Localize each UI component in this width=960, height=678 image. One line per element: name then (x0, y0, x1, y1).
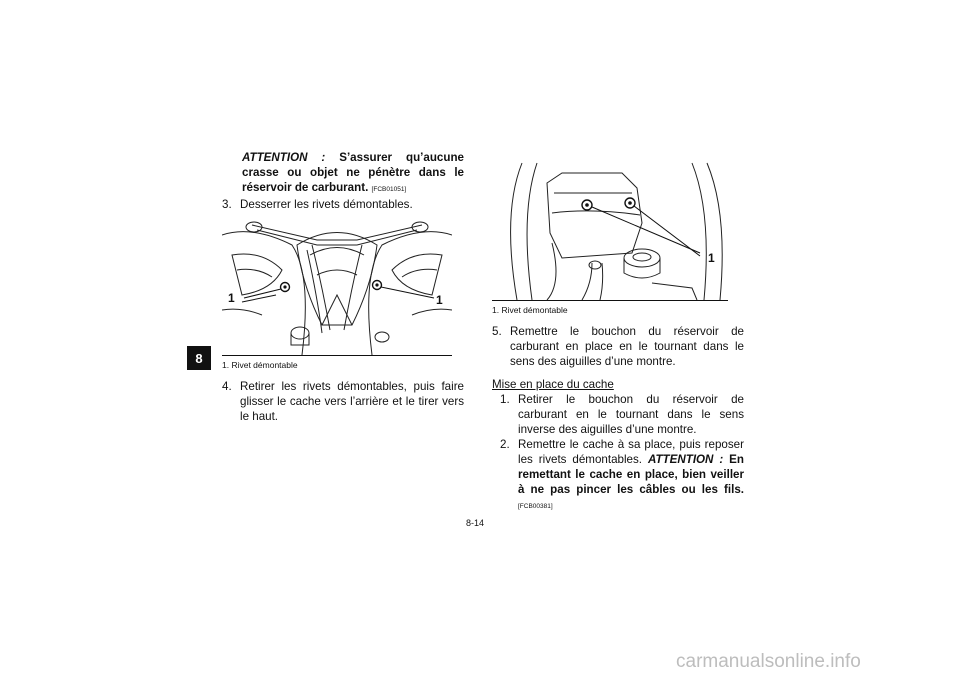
attention-label: ATTENTION : (242, 151, 326, 164)
cover-step-1-number: 1. (500, 393, 510, 406)
step-3 (222, 197, 464, 212)
figure-1-illustration (222, 215, 452, 355)
figure-2 (492, 153, 728, 301)
section-heading: Mise en place du cache (492, 378, 614, 391)
left-column (222, 150, 464, 424)
attention-code: [FCB01051] (371, 186, 407, 193)
step-4 (222, 379, 464, 424)
cover-step-2-content (518, 437, 744, 514)
step-3-text: Desserrer les rivets démontables. (240, 198, 413, 211)
cover-step-2-attention-label: ATTENTION : (647, 453, 724, 466)
cover-step-2-text: Remettre le cache à sa place, puis reposer les rivets démontables. (518, 438, 744, 466)
step-5-text: Remettre le bouchon du réservoir de carburant en place en le tournant dans le sens des aiguilles d’une montre. (510, 325, 744, 368)
figure-1-callout-left: 1 (228, 291, 235, 305)
cover-step-2-number: 2. (500, 438, 510, 451)
step-4-text: Retirer les rivets démontables, puis faire glisser le cache vers l’arrière et le tirer vers le haut. (240, 380, 464, 423)
figure-1-caption: 1. Rivet démontable (222, 360, 298, 370)
chapter-tab (187, 346, 211, 370)
cover-step-1-text: Retirer le bouchon du réservoir de carburant en le tournant dans le sens inverse des aiguilles d’une montre. (518, 393, 744, 436)
figure-1-callout-right: 1 (436, 293, 443, 307)
cover-step-2-code: [FCB00381] (518, 503, 553, 510)
watermark: carmanualsonline.info (676, 651, 861, 672)
figure-2-callout: 1 (708, 251, 715, 265)
cover-step-1 (492, 392, 744, 437)
step-3-number: 3. (222, 198, 232, 211)
step-5-number: 5. (492, 325, 502, 338)
figure-2-caption: 1. Rivet démontable (492, 305, 568, 315)
figure-1 (222, 215, 452, 356)
page-number: 8-14 (466, 518, 485, 528)
cover-step-2 (492, 437, 744, 514)
figure-2-illustration (492, 153, 728, 300)
step-4-number: 4. (222, 380, 232, 393)
cover-step-2-attention-text: En remettant le cache en place, bien veiller à ne pas pincer les câbles ou les fils. (518, 453, 744, 496)
right-column (492, 150, 744, 514)
attention-note (222, 150, 464, 197)
chapter-tab-number: 8 (195, 350, 203, 366)
attention-text: S’assurer qu’aucune crasse ou objet ne pénètre dans le réservoir de carburant. (242, 151, 464, 194)
step-5 (492, 324, 744, 369)
